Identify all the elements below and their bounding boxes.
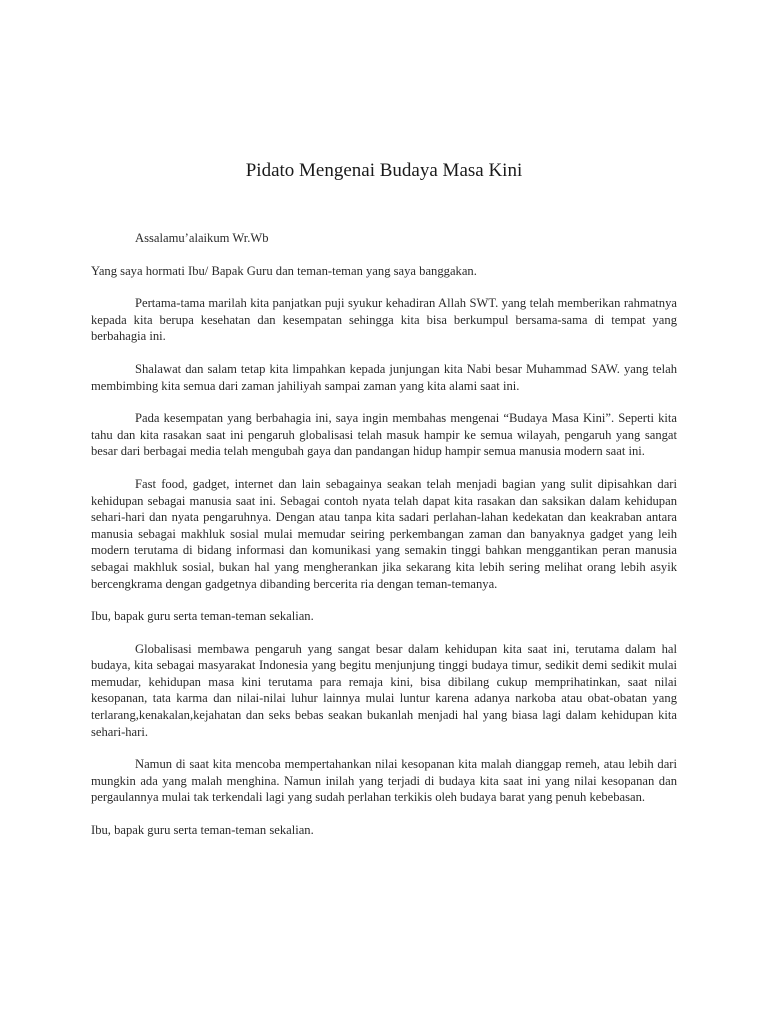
paragraph-greeting: Assalamu’alaikum Wr.Wb bbox=[135, 231, 269, 245]
document-title: Pidato Mengenai Budaya Masa Kini bbox=[245, 160, 523, 181]
paragraph-gratitude: Pertama-tama marilah kita panjatkan puji syukur kehadiran Allah SWT. yang telah memberikan rahmatnya kepada kita berupa kesehatan dan kesempatan sehingga kita bisa berkumpul bersama-sama di tempat yang berbahagia ini. bbox=[91, 296, 677, 344]
paragraph-salutation: Yang saya hormati Ibu/ Bapak Guru dan teman-teman yang saya banggakan. bbox=[91, 263, 477, 278]
paragraph-address-1: Ibu, bapak guru serta teman-teman sekalian. bbox=[91, 609, 314, 624]
paragraph-address-2: Ibu, bapak guru serta teman-teman sekalian. bbox=[91, 823, 314, 838]
paragraph-globalization: Globalisasi membawa pengaruh yang sangat besar dalam kehidupan kita saat ini, terutama dalam hal budaya, kita sebagai masyarakat Indonesia yang begitu menjunjung tinggi budaya timur, sedikit demi sedikit mulai memudar, kehidupan masa kini terutama para remaja kini, bisa dibilang cukup memprihatinkan, saat nilai kesopanan, tata karma dan nilai-nilai luhur lainnya mulai luntur karena adanya narkoba atau obat-obatan yang terlarang,kenakalan,kejahatan dan seks bebas seakan bukanlah menjadi hal yang biasa lagi dalam kehidupan kita sehari-hari. bbox=[91, 641, 677, 739]
paragraph-shalawat: Shalawat dan salam tetap kita limpahkan kepada junjungan kita Nabi besar Muhammad SAW. yang telah membimbing kita semua dari zaman jahiliyah sampai zaman yang kita alami saat ini. bbox=[91, 361, 677, 393]
paragraph-gadget: Fast food, gadget, internet dan lain sebagainya seakan telah menjadi bagian yang sulit dipisahkan dari kehidupan sebagai manusia saat ini. Sebagai contoh nyata telah dapat kita rasakan dan saksikan dalam kehidupan sehari-hari dan nyata pengaruhnya. Dengan atau tanpa kita sadari perlahan-lahan kedekatan dan keakraban antara manusia sebagai makhluk sosial mulai memudar seiring perkembangan zaman dan banyaknya gadget yang leih modern terutama di bidang informasi dan komunikasi yang semakin tinggi bahkan menggantikan peran manusia sebagai makhluk sosial, bukan hal yang mengherankan jika sekarang kita lebih sering melihat orang lebih asyik bercengkrama dengan gadgetnya dibanding bercerita ria dengan teman-temanya. bbox=[91, 476, 677, 591]
document-body bbox=[91, 230, 677, 855]
paragraph-topic-intro: Pada kesempatan yang berbahagia ini, saya ingin membahas mengenai “Budaya Masa Kini”. Seperti kita tahu dan kita rasakan saat ini pengaruh globalisasi telah masuk hampir ke semua wilayah, pengaruh yang sangat besar dari berbagai media telah mengubah gaya dan pandangan hidup hampir semua manusia modern saat ini. bbox=[91, 411, 677, 459]
paragraph-politeness: Namun di saat kita mencoba mempertahankan nilai kesopanan kita malah dianggap remeh, atau lebih dari mungkin ada yang malah menghina. Namun inilah yang terjadi di budaya kita saat ini yang nilai kesopanan dan pergaulannya mulai tak terkendali lagi yang sudah perlahan terkikis oleh budaya barat yang penuh kebebasan. bbox=[91, 757, 677, 805]
